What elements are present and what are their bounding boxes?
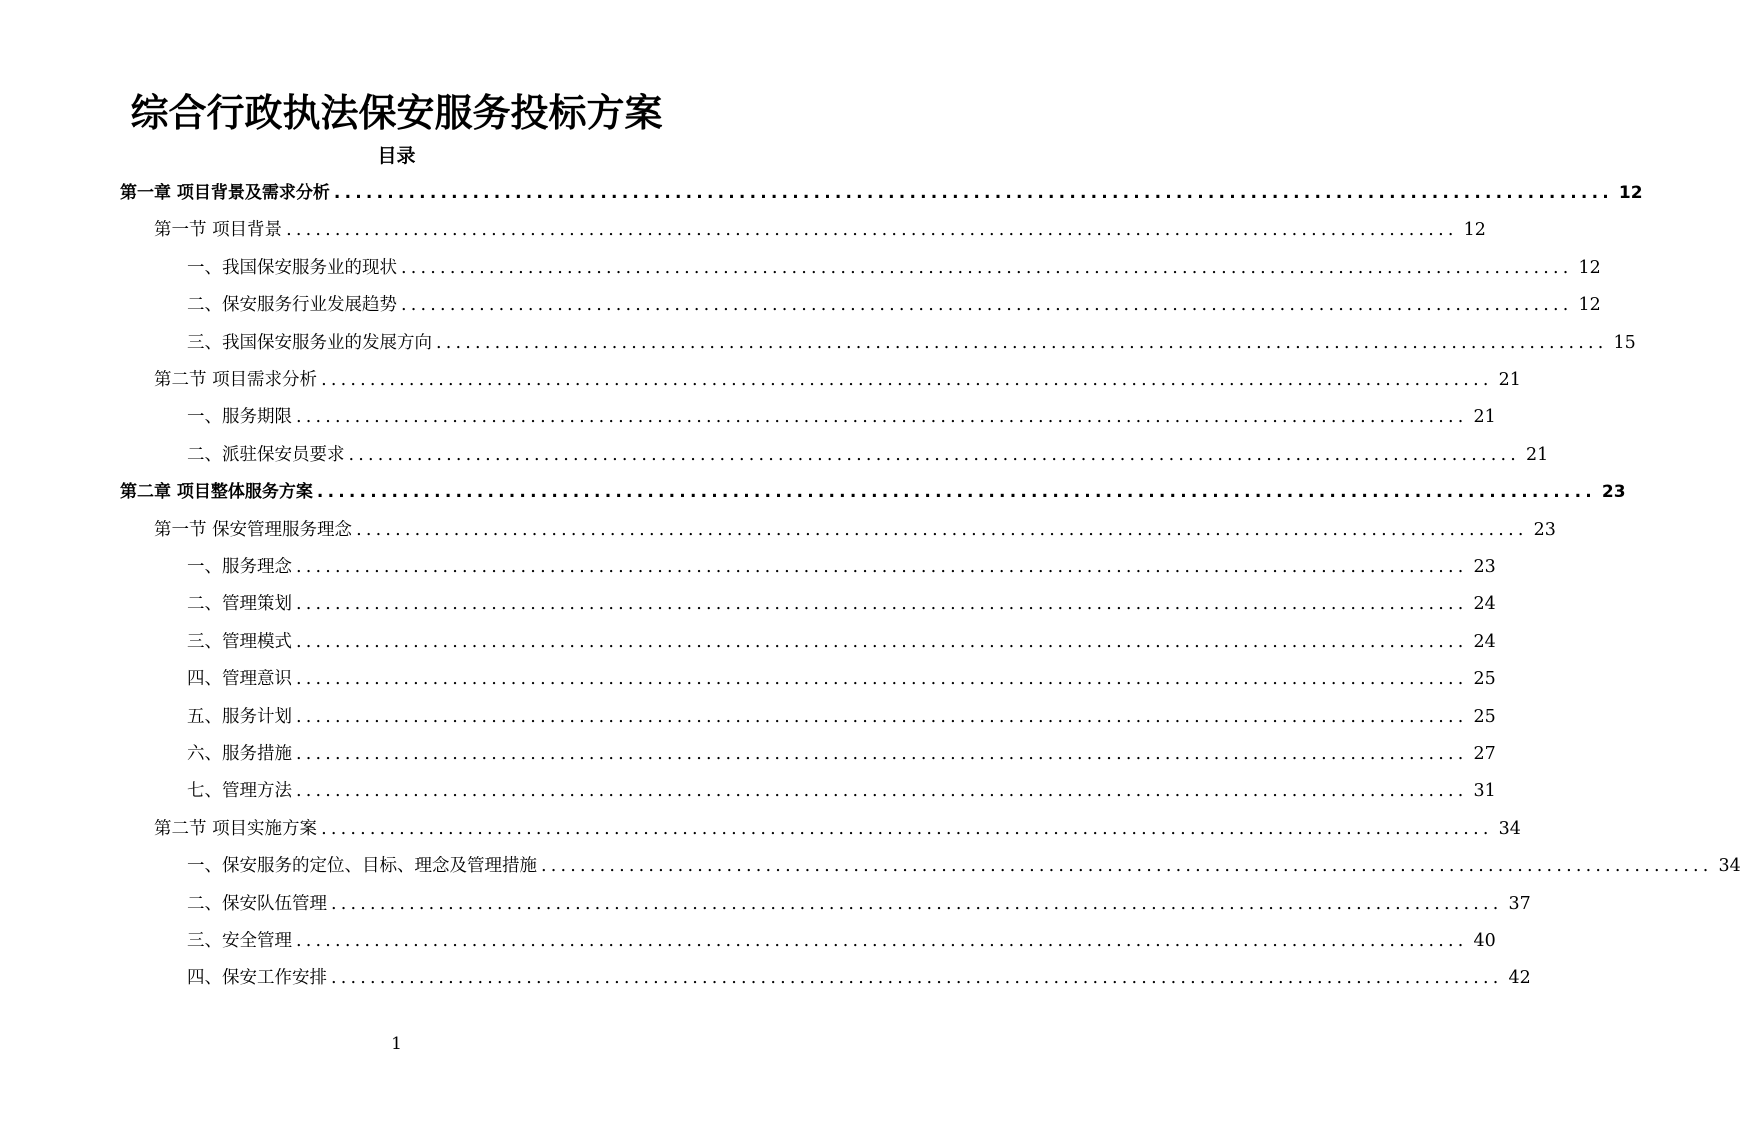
toc-dot-leader: ........................................................................................................................: [296, 407, 1468, 428]
toc-entry-page: 15: [1613, 332, 1636, 353]
toc-entry-label: 二、保安服务行业发展趋势: [187, 295, 397, 316]
toc-entry[interactable]: [187, 699, 1496, 736]
toc-entry-page: 21: [1473, 407, 1496, 428]
toc-entry-page: 12: [1578, 295, 1601, 316]
toc-dot-leader: ........................................................................................................................: [321, 818, 1493, 839]
toc-entry[interactable]: [120, 474, 1626, 511]
toc-entry-page: 25: [1473, 669, 1496, 690]
toc-entry[interactable]: [187, 736, 1496, 773]
toc-entry[interactable]: [187, 848, 1741, 885]
toc-dot-leader: ........................................................................................................................: [321, 370, 1493, 390]
toc-entry-page: 37: [1508, 893, 1531, 914]
toc-entry-label: 第二章 项目整体服务方案: [120, 482, 313, 503]
toc-entry-page: 21: [1526, 444, 1549, 465]
toc-dot-leader: ........................................................................................................................: [296, 781, 1468, 802]
toc-entry-label: 第一节 项目背景: [154, 220, 283, 241]
toc-entry[interactable]: [187, 549, 1496, 586]
toc-dot-leader: ........................................................................................................................: [401, 295, 1573, 316]
toc-entry-label: 一、服务期限: [187, 407, 292, 428]
toc-entry[interactable]: [187, 437, 1549, 474]
toc-entry-label: 二、保安队伍管理: [187, 893, 327, 914]
toc-entry[interactable]: [187, 586, 1496, 623]
toc-dot-leader: ........................................................................................................................: [356, 519, 1528, 540]
toc-dot-leader: ........................................................................................................................: [541, 856, 1713, 877]
toc-entry-label: 二、派驻保安员要求: [187, 444, 345, 465]
toc-entry[interactable]: [187, 399, 1496, 436]
toc-dot-leader: ........................................................................................................................: [331, 968, 1503, 989]
toc-entry-label: 六、服务措施: [187, 744, 292, 764]
toc-entry[interactable]: [154, 811, 1521, 848]
toc-heading: 目录: [377, 145, 416, 167]
toc-dot-leader: ........................................................................................................................: [296, 594, 1468, 615]
toc-entry[interactable]: [154, 512, 1556, 549]
toc-entry-page: 24: [1473, 594, 1496, 615]
toc-entry-page: 34: [1498, 818, 1521, 839]
toc-entry-label: 第二节 项目需求分析: [154, 370, 318, 390]
toc-entry-page: 27: [1473, 744, 1496, 764]
toc-entry[interactable]: [187, 960, 1531, 997]
toc-entry-label: 三、我国保安服务业的发展方向: [187, 332, 432, 353]
toc-dot-leader: ........................................................................................................................: [296, 931, 1468, 951]
toc-entry-label: 第一节 保安管理服务理念: [154, 519, 353, 540]
toc-entry-label: 四、管理意识: [187, 669, 292, 690]
toc-entry-page: 25: [1473, 706, 1496, 727]
toc-dot-leader: ........................................................................................................................: [296, 631, 1468, 652]
toc-dot-leader: ........................................................................................................................: [331, 893, 1503, 914]
toc-entry[interactable]: [187, 886, 1531, 923]
toc-entry-label: 一、服务理念: [187, 557, 292, 577]
toc-entry-label: 第二节 项目实施方案: [154, 818, 318, 839]
toc-entry-label: 第一章 项目背景及需求分析: [120, 183, 330, 203]
toc-entry-page: 42: [1508, 968, 1531, 989]
toc-dot-leader: ........................................................................................................................: [296, 669, 1468, 690]
toc-entry-page: 34: [1718, 856, 1741, 877]
toc-entry-label: 一、我国保安服务业的现状: [187, 257, 397, 278]
toc-entry[interactable]: [187, 250, 1601, 287]
toc-dot-leader: ........................................................................................................................: [436, 332, 1608, 353]
toc-entry-label: 七、管理方法: [187, 781, 292, 802]
toc-entry-page: 12: [1463, 220, 1486, 241]
toc-dot-leader: ........................................................................................................................: [333, 183, 1613, 203]
toc-entry-label: 三、安全管理: [187, 931, 292, 951]
toc-dot-leader: ........................................................................................................................: [296, 706, 1468, 727]
toc-entry-label: 三、管理模式: [187, 631, 292, 652]
toc-entry[interactable]: [154, 362, 1521, 399]
toc-entry-page: 12: [1578, 257, 1601, 278]
toc-entry-label: 二、管理策划: [187, 594, 292, 615]
toc-entry-page: 23: [1533, 519, 1556, 540]
toc-entry-page: 21: [1498, 370, 1521, 390]
toc-entry[interactable]: [187, 325, 1636, 362]
toc-entry[interactable]: [187, 773, 1496, 810]
toc-entry-page: 23: [1473, 557, 1496, 577]
toc-entry-page: 23: [1601, 482, 1626, 503]
document-title: 综合行政执法保安服务投标方案: [130, 91, 663, 135]
toc-entry[interactable]: [187, 923, 1496, 960]
toc-dot-leader: ........................................................................................................................: [296, 744, 1468, 764]
toc-entry-page: 40: [1473, 931, 1496, 951]
toc-dot-leader: ........................................................................................................................: [348, 444, 1521, 465]
toc-entry-label: 五、服务计划: [187, 706, 292, 727]
toc-entry-page: 24: [1473, 631, 1496, 652]
toc-dot-leader: ........................................................................................................................: [401, 257, 1573, 278]
toc-entry-page: 31: [1473, 781, 1496, 802]
toc-entry[interactable]: [187, 287, 1601, 324]
toc-entry-label: 一、保安服务的定位、目标、理念及管理措施: [187, 856, 537, 877]
page-number: 1: [391, 1034, 402, 1054]
toc-entry[interactable]: [120, 175, 1643, 212]
toc-dot-leader: ........................................................................................................................: [296, 557, 1468, 577]
toc-entry[interactable]: [187, 661, 1496, 698]
toc-dot-leader: ........................................................................................................................: [286, 220, 1458, 241]
toc-entry-page: 12: [1618, 183, 1643, 203]
toc-entry[interactable]: [154, 212, 1486, 249]
toc-entry[interactable]: [187, 624, 1496, 661]
toc-dot-leader: ........................................................................................................................: [316, 482, 1596, 503]
toc-entry-label: 四、保安工作安排: [187, 968, 327, 989]
